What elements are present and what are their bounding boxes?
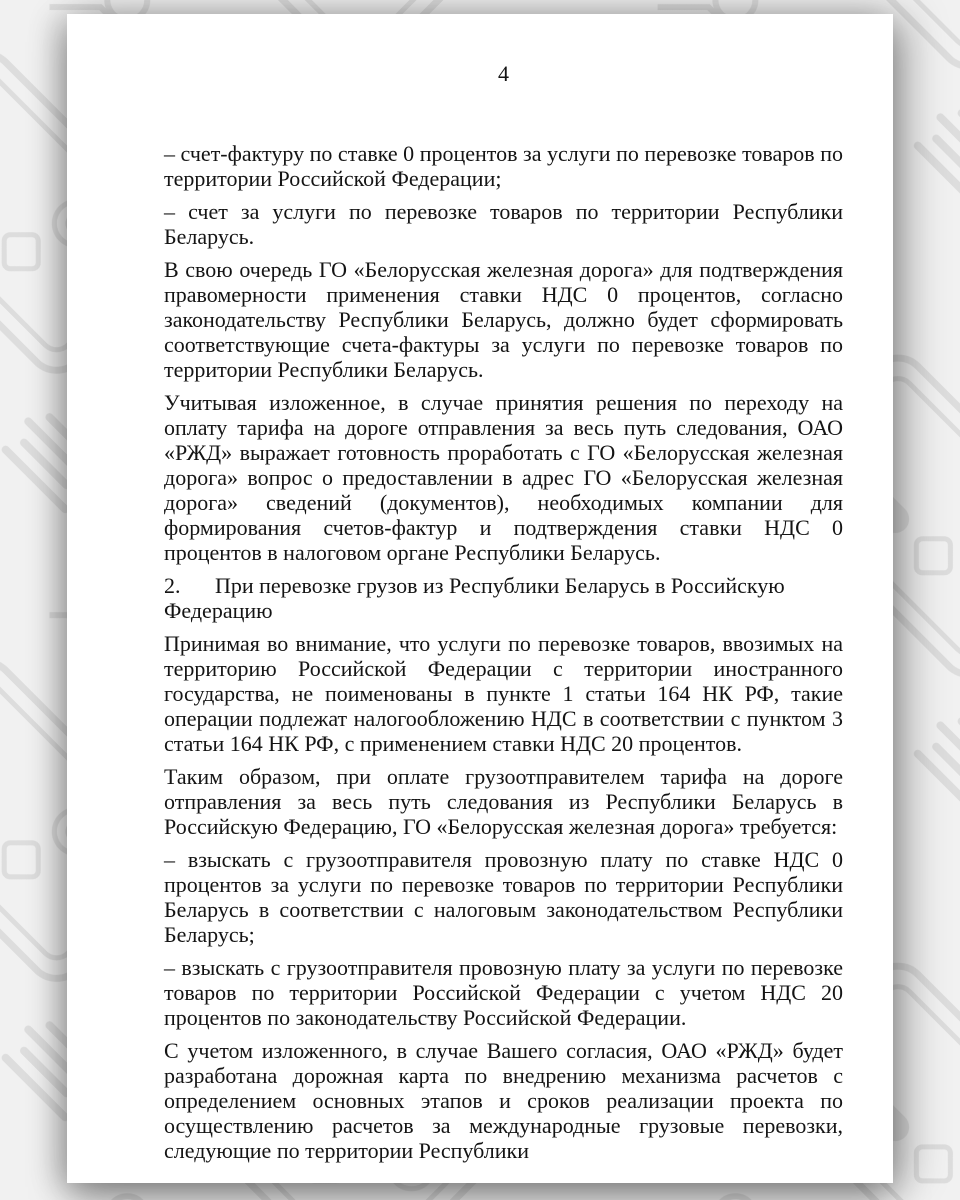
list-item-dash: – счет-фактуру по ставке 0 процентов за услуги по перевозке товаров по территории Российской Федерации; <box>164 141 843 191</box>
page-content <box>164 141 843 1171</box>
paragraph: Учитывая изложенное, в случае принятия решения по переходу на оплату тарифа на дороге отправления за весь путь следования, ОАО «РЖД» выражает готовность проработать с ГО «Белорусская железная дорога» вопрос о предоставлении в адрес ГО «Белорусская железная дорога» сведений (документов), необходимых компании для формирования счетов-фактур и подтверждения ставки НДС 0 процентов в налоговом органе Республики Беларусь. <box>164 390 843 565</box>
list-item-dash: – счет за услуги по перевозке товаров по территории Республики Беларусь. <box>164 199 843 249</box>
paragraph: С учетом изложенного, в случае Вашего согласия, ОАО «РЖД» будет разработана дорожная карта по внедрению механизма расчетов с определением основных этапов и сроков реализации проекта по осуществлению расчетов за международные грузовые перевозки, следующие по территории Республики <box>164 1038 843 1163</box>
item-text: При перевозке грузов из Республики Беларусь в Российскую Федерацию <box>164 573 785 623</box>
paragraph: Таким образом, при оплате грузоотправителем тарифа на дороге отправления за весь путь следования из Республики Беларусь в Российскую Федерацию, ГО «Белорусская железная дорога» требуется: <box>164 764 843 839</box>
paragraph: Принимая во внимание, что услуги по перевозке товаров, ввозимых на территорию Российской Федерации с территории иностранного государства, не поименованы в пункте 1 статьи 164 НК РФ, такие операции подлежат налогообложению НДС в соответствии с пунктом 3 статьи 164 НК РФ, с применением ставки НДС 20 процентов. <box>164 631 843 756</box>
paragraph: В свою очередь ГО «Белорусская железная дорога» для подтверждения правомерности применения ставки НДС 0 процентов, согласно законодательству Республики Беларусь, должно будет сформировать соответствующие счета-фактуры за услуги по перевозке товаров по территории Республики Беларусь. <box>164 257 843 382</box>
item-number: 2. <box>164 573 181 598</box>
document-page <box>67 14 893 1183</box>
page-number: 4 <box>498 61 509 86</box>
list-item-dash: – взыскать с грузоотправителя провозную плату по ставке НДС 0 процентов за услуги по перевозке товаров по территории Республики Беларусь в соответствии с налоговым законодательством Республики Беларусь; <box>164 847 843 947</box>
numbered-item <box>164 573 843 623</box>
list-item-dash: – взыскать с грузоотправителя провозную плату за услуги по перевозке товаров по территории Российской Федерации с учетом НДС 20 процентов по законодательству Российской Федерации. <box>164 955 843 1030</box>
